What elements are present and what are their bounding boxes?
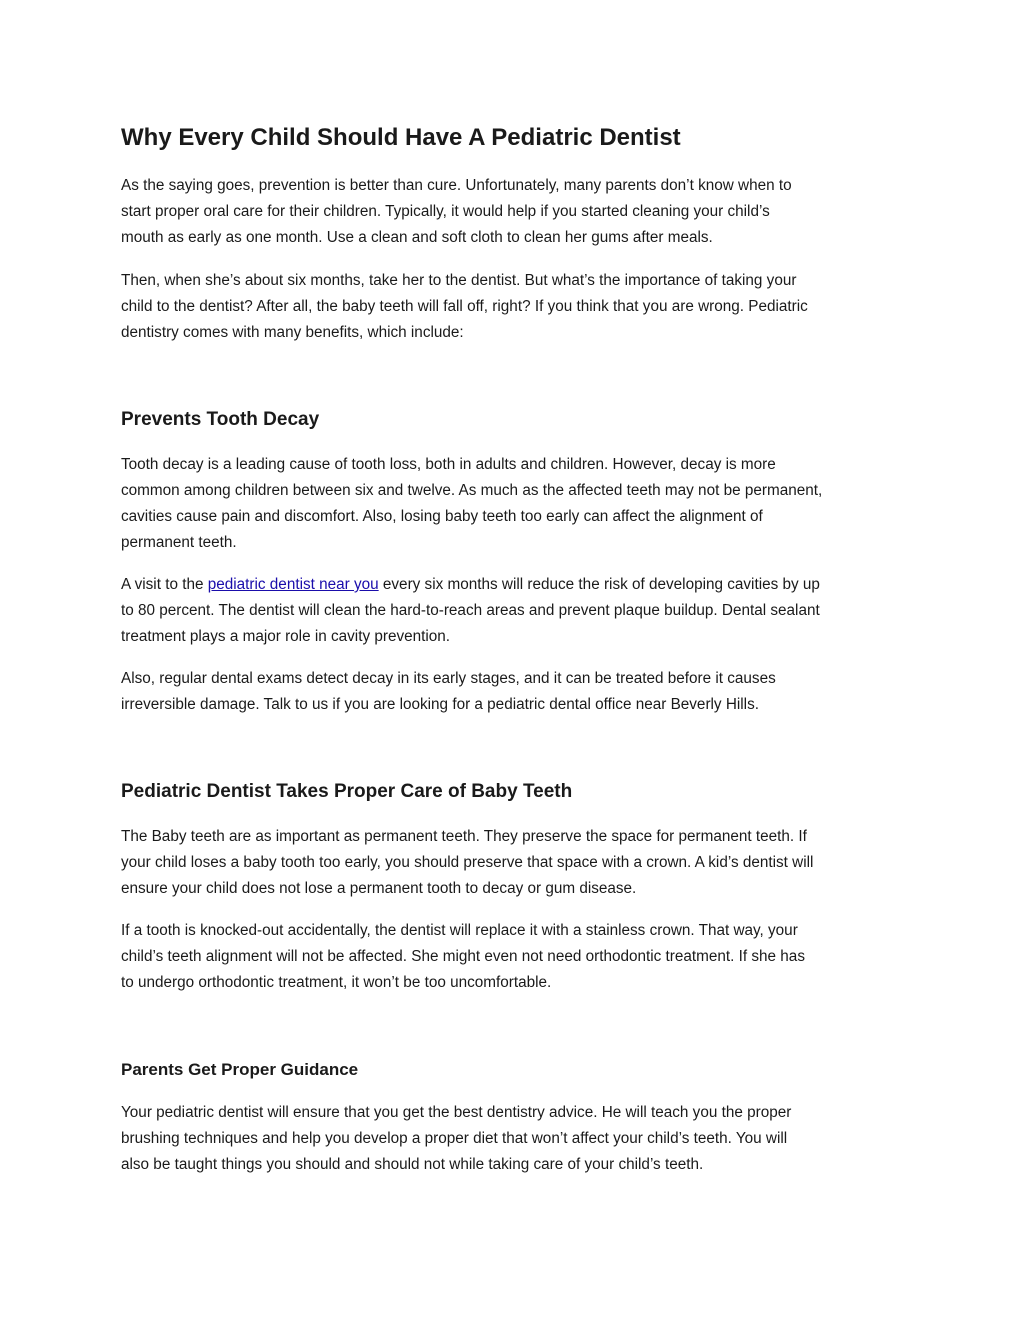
text-line: child to the dentist? After all, the baby teeth will fall off, right? If you think that you are wrong. Pediatric bbox=[121, 298, 808, 315]
text-line: to 80 percent. The dentist will clean the hard-to-reach areas and prevent plaque buildup. Dental sealant bbox=[121, 602, 820, 619]
text-line: If a tooth is knocked-out accidentally, the dentist will replace it with a stainless crown. That way, your bbox=[121, 922, 798, 939]
text-line: start proper oral care for their children. Typically, it would help if you started cleaning your child’s bbox=[121, 203, 770, 220]
text-line: permanent teeth. bbox=[121, 534, 237, 551]
section1-paragraph-1 bbox=[121, 452, 822, 556]
text-line: irreversible damage. Talk to us if you are looking for a pediatric dental office near Beverly Hills. bbox=[121, 696, 759, 713]
text-line: As the saying goes, prevention is better than cure. Unfortunately, many parents don’t know when to bbox=[121, 177, 792, 194]
text-line: mouth as early as one month. Use a clean and soft cloth to clean her gums after meals. bbox=[121, 229, 713, 246]
text-line: Then, when she’s about six months, take her to the dentist. But what’s the importance of taking your bbox=[121, 272, 797, 289]
text-line: brushing techniques and help you develop a proper diet that won’t affect your child’s teeth. You will bbox=[121, 1130, 788, 1147]
text-line-with-link bbox=[121, 572, 820, 598]
text-line: dentistry comes with many benefits, which include: bbox=[121, 324, 464, 341]
text-line: treatment plays a major role in cavity prevention. bbox=[121, 628, 451, 645]
text-line: Tooth decay is a leading cause of tooth loss, both in adults and children. However, decay is more bbox=[121, 456, 776, 473]
section2-paragraph-2 bbox=[121, 918, 805, 996]
text-fragment: every six months will reduce the risk of developing cavities by up bbox=[378, 576, 820, 593]
text-line: your child loses a baby tooth too early, you should preserve that space with a crown. A kid’s dentist will bbox=[121, 854, 814, 871]
section-heading-parents-guidance: Parents Get Proper Guidance bbox=[121, 1060, 359, 1079]
text-line: The Baby teeth are as important as permanent teeth. They preserve the space for permanent teeth. If bbox=[121, 828, 807, 845]
pediatric-dentist-link[interactable]: pediatric dentist near you bbox=[207, 576, 379, 593]
text-line: common among children between six and twelve. As much as the affected teeth may not be permanent, bbox=[121, 482, 823, 499]
intro-paragraph-2 bbox=[121, 268, 808, 346]
text-line: cavities cause pain and discomfort. Also, losing baby teeth too early can affect the alignment of bbox=[121, 508, 763, 525]
section1-paragraph-2 bbox=[121, 572, 820, 650]
section-heading-prevents-tooth-decay: Prevents Tooth Decay bbox=[121, 409, 320, 430]
text-line: child’s teeth alignment will not be affected. She might even not need orthodontic treatment. If she has bbox=[121, 948, 805, 965]
text-line: Your pediatric dentist will ensure that you get the best dentistry advice. He will teach you the proper bbox=[121, 1104, 792, 1121]
intro-paragraph-1 bbox=[121, 173, 792, 251]
document-title: Why Every Child Should Have A Pediatric Dentist bbox=[121, 124, 681, 151]
text-line: ensure your child does not lose a permanent tooth to decay or gum disease. bbox=[121, 880, 637, 897]
section1-paragraph-3 bbox=[121, 666, 776, 718]
section2-paragraph-1 bbox=[121, 824, 813, 902]
section-heading-baby-teeth: Pediatric Dentist Takes Proper Care of Baby Teeth bbox=[121, 781, 573, 802]
text-fragment: A visit to the bbox=[121, 576, 208, 593]
text-line: to undergo orthodontic treatment, it won’t be too uncomfortable. bbox=[121, 974, 552, 991]
text-line: also be taught things you should and should not while taking care of your child’s teeth. bbox=[121, 1156, 704, 1173]
text-line: Also, regular dental exams detect decay in its early stages, and it can be treated before it causes bbox=[121, 670, 776, 687]
section3-paragraph-1 bbox=[121, 1100, 791, 1178]
